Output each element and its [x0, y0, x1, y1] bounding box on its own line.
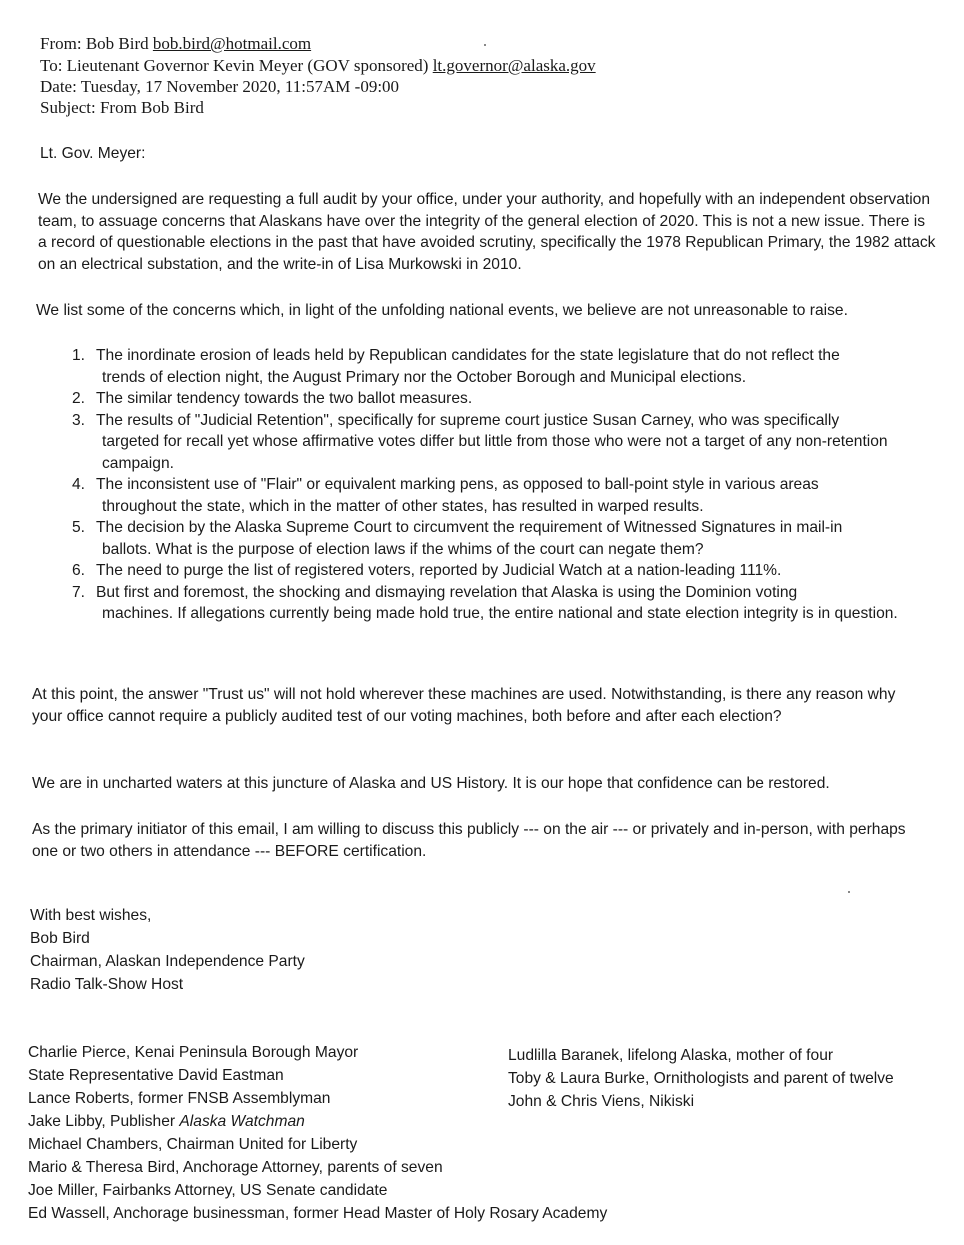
date-label: Date: [40, 77, 77, 96]
signatory: Michael Chambers, Chairman United for Liberty [28, 1136, 358, 1153]
signatory: Lance Roberts, former FNSB Assemblyman [28, 1090, 331, 1107]
signatories-right [508, 1044, 894, 1113]
concerns-list [72, 345, 912, 625]
sign-off: With best wishes, [30, 907, 152, 924]
concern-text: The results of "Judicial Retention", specifically for supreme court justice Susan Carney, who was specifically [96, 411, 840, 429]
to-name: Lieutenant Governor Kevin Meyer (GOV sponsored) [66, 56, 429, 75]
from-name: Bob Bird [85, 34, 149, 53]
concern-number: 2. [72, 390, 86, 407]
concern-number: 5. [72, 519, 86, 536]
concern-text: The similar tendency towards the two ballot measures. [96, 390, 473, 407]
concern-text-cont: ballots. What is the purpose of election laws if the whims of the court can negate them? [102, 540, 704, 558]
to-line [40, 55, 596, 77]
trust-paragraph: At this point, the answer "Trust us" will not hold wherever these machines are used. Notwithstanding, is there any reason why your office cannot require a publicly audited test of our voting machines, both before and after each election? [32, 686, 896, 725]
signatory: Charlie Pierce, Kenai Peninsula Borough Mayor [28, 1044, 359, 1061]
concern-item [72, 345, 912, 388]
concern-text: The inordinate erosion of leads held by Republican candidates for the state legislature that do not reflect the [96, 347, 840, 364]
concern-item [72, 582, 912, 625]
concern-text-cont: throughout the state, which in the matter of other states, has resulted in warped results. [102, 497, 704, 515]
publication-name: Alaska Watchman [179, 1113, 305, 1130]
closing-block [30, 904, 305, 996]
intro-paragraph: We the undersigned are requesting a full audit by your office, under your authority, and hopefully with an independent observation team, to assuage concerns that Alaskans have over the integrity of the general election of 2020. This is not a new issue. There is a record of questionable elections in the past that have avoided scrutiny, specifically the 1978 Republican Primary, the 1982 attack on an electrical substation, and the write-in of Lisa Murkowski in 2010. [38, 191, 936, 273]
from-email-link[interactable]: bob.bird@hotmail.com [152, 34, 312, 53]
signatory [28, 1110, 607, 1133]
concern-number: 4. [72, 476, 86, 493]
signatory: Mario & Theresa Bird, Anchorage Attorney, parents of seven [28, 1159, 443, 1176]
concern-text: The decision by the Alaska Supreme Court to circumvent the requirement of Witnessed Signatures in mail-in [96, 519, 843, 536]
concern-item [72, 517, 912, 560]
concern-item [72, 474, 912, 517]
signatory: State Representative David Eastman [28, 1067, 284, 1084]
concern-number: 1. [72, 347, 86, 364]
concerns-lead: We list some of the concerns which, in light of the unfolding national events, we believe are not unreasonable to raise. [36, 302, 848, 319]
to-email-link[interactable]: lt.governor@alaska.gov [432, 56, 596, 75]
salutation: Lt. Gov. Meyer: [40, 145, 146, 162]
uncharted-paragraph: We are in uncharted waters at this juncture of Alaska and US History. It is our hope that confidence can be restored. [32, 775, 830, 792]
concern-item [72, 388, 912, 410]
date-line [40, 76, 399, 98]
concern-text-cont: targeted for recall yet whose affirmative votes differ but little from those who were not a target of any non-retention campaign. [102, 433, 888, 472]
concern-text: But first and foremost, the shocking and dismaying revelation that Alaska is using the Dominion voting [96, 583, 798, 601]
scan-speck [484, 44, 486, 46]
subject-line [40, 97, 204, 119]
concern-number: 6. [72, 562, 86, 579]
concern-item [72, 560, 912, 582]
concern-text: The inconsistent use of "Flair" or equivalent marking pens, as opposed to ball-point style in various areas [96, 476, 819, 493]
signatory: John & Chris Viens, Nikiski [508, 1093, 695, 1110]
date-value: Tuesday, 17 November 2020, 11:57AM -09:00 [80, 77, 400, 96]
signatory: Ludlilla Baranek, lifelong Alaska, mother of four [508, 1047, 834, 1064]
signer-title: Chairman, Alaskan Independence Party [30, 953, 305, 970]
signatory-prefix: Jake Libby, Publisher [28, 1113, 180, 1130]
concern-text: The need to purge the list of registered voters, reported by Judicial Watch at a nation-leading 111%. [96, 562, 782, 579]
concern-text-cont: trends of election night, the August Primary nor the October Borough and Municipal elections. [102, 368, 747, 386]
initiator-paragraph: As the primary initiator of this email, I am willing to discuss this publicly --- on the air --- or privately and in-person, with perhaps one or two others in attendance --- BEFORE certification. [32, 821, 906, 860]
from-label: From: [40, 34, 82, 53]
to-label: To: [40, 56, 63, 75]
concern-number: 7. [72, 583, 86, 601]
concern-text-cont: machines. If allegations currently being made hold true, the entire national and state election integrity is in question. [102, 605, 898, 622]
from-line [40, 33, 311, 55]
scan-speck [848, 891, 850, 893]
signatory: Ed Wassell, Anchorage businessman, former Head Master of Holy Rosary Academy [28, 1205, 608, 1222]
signatory: Joe Miller, Fairbanks Attorney, US Senate candidate [28, 1182, 388, 1199]
concern-item [72, 410, 912, 475]
signatory: Toby & Laura Burke, Ornithologists and parent of twelve [508, 1070, 894, 1087]
signer-title-2: Radio Talk-Show Host [30, 976, 184, 993]
subject-label: Subject: [40, 98, 96, 117]
signer-name: Bob Bird [30, 930, 90, 947]
subject-value: From Bob Bird [99, 98, 204, 117]
concern-number: 3. [72, 411, 86, 429]
